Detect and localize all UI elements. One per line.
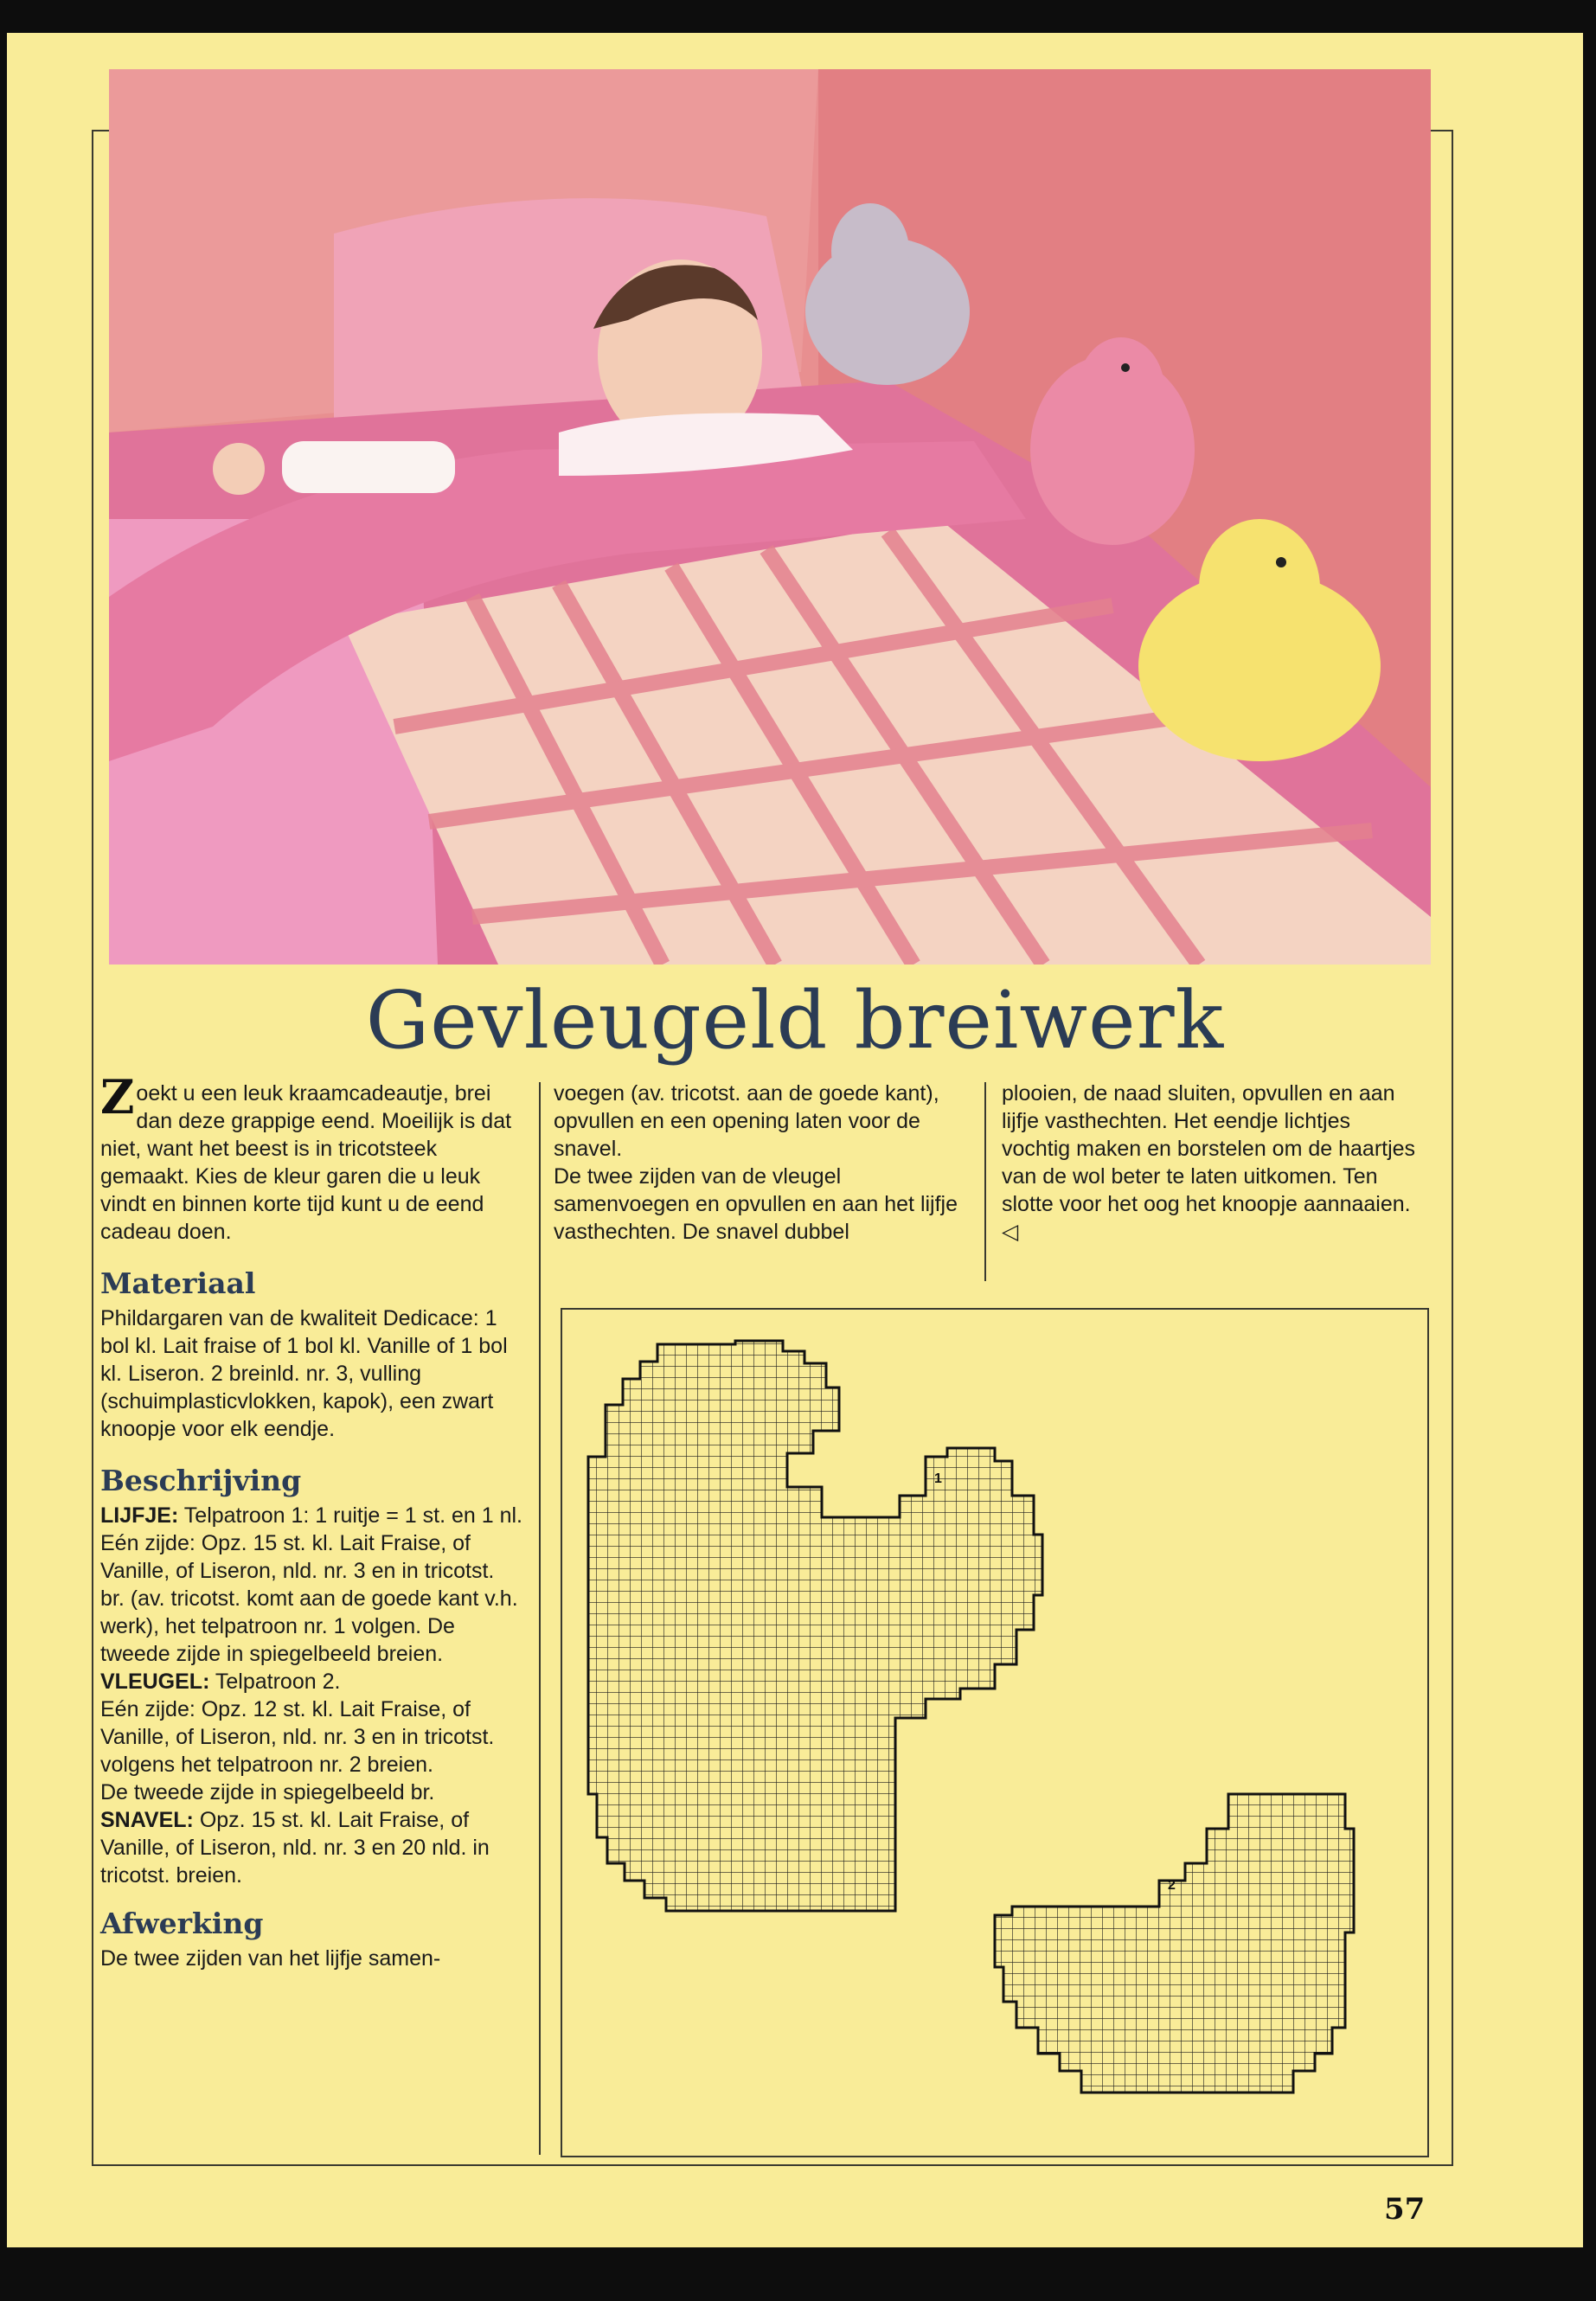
heading-materiaal: Materiaal bbox=[100, 1266, 256, 1300]
page-title: Gevleugeld breiwerk bbox=[365, 974, 1225, 1067]
page-number: 57 bbox=[1384, 2192, 1426, 2227]
column-2 bbox=[554, 1080, 969, 1246]
chart-2-wing bbox=[995, 1794, 1354, 2093]
vleugel-line: VLEUGEL: Telpatroon 2. bbox=[100, 1670, 341, 1694]
chart-label-2: 2 bbox=[1168, 1878, 1176, 1893]
column-1 bbox=[100, 1069, 524, 1972]
lijfje-zijde: Eén zijde: Opz. 15 st. kl. Lait Fraise, of Vanille, of Liseron, nld. nr. 3 en in tricotst. br. (av. tricotst. komt aan de goede kant v.h. werk), het telpatroon nr. 1 volgen. De tweede zijde in spiegelbeeld breien. bbox=[100, 1531, 518, 1666]
duck-pattern-grids bbox=[562, 1310, 1427, 2156]
baby-photo bbox=[109, 69, 1431, 965]
lijfje-line: LIJFJE: Telpatroon 1: 1 ruitje = 1 st. en 1 nl. bbox=[100, 1503, 523, 1528]
snavel-line: SNAVEL: Opz. 15 st. kl. Lait Fraise, of Vanille, of Liseron, nld. nr. 3 en 20 nld. in tricotst. breien. bbox=[100, 1808, 490, 1888]
afwerking-text-col1: De twee zijden van het lijfje samen- bbox=[100, 1946, 441, 1971]
afwerking-text-col2: voegen (av. tricotst. aan de goede kant), opvullen en een opening laten voor de snavel. bbox=[554, 1081, 939, 1161]
knitting-charts bbox=[561, 1308, 1429, 2157]
chart-label-1: 1 bbox=[934, 1471, 942, 1486]
heading-afwerking: Afwerking bbox=[100, 1907, 264, 1940]
baby-with-ducks-illustration bbox=[109, 69, 1431, 965]
intro-paragraph: Zoekt u een leuk kraamcadeautje, brei dan deze grappige eend. Moeilijk is dat niet, want het beest is in tricotsteek gemaakt. Kies de kleur garen die u leuk vindt en binnen korte tijd kunt u de eend cadeau doen. bbox=[100, 1069, 512, 1244]
materiaal-text: Phildargaren van de kwaliteit Dedicace: 1 bol kl. Lait fraise of 1 bol kl. Vanille of 1 bol kl. Liseron. 2 breinld. nr. 3, vulling (schuimplasticvlokken, kapok), een zwart knoopje voor elk eendje. bbox=[100, 1306, 508, 1441]
column-divider-2 bbox=[984, 1082, 986, 1281]
scan-border bbox=[0, 2247, 1596, 2301]
afwerking-text-col2b: De twee zijden van de vleugel samenvoegen en opvullen en aan het lijfje vasthechten. De snavel dubbel bbox=[554, 1164, 958, 1244]
magazine-page bbox=[7, 33, 1583, 2247]
heading-beschrijving: Beschrijving bbox=[100, 1464, 302, 1497]
column-divider-1 bbox=[539, 1082, 541, 2155]
dropcap: Z bbox=[100, 1069, 135, 1125]
column-3 bbox=[1002, 1080, 1417, 1246]
afwerking-text-col3: plooien, de naad sluiten, opvullen en aan lijfje vasthechten. Het eendje lichtjes vochtig maken en borstelen om de haartjes van de wol beter te laten uitkomen. Ten slotte voor het oog het knoopje aannaaien. ◁ bbox=[1002, 1081, 1416, 1244]
vleugel-zijde: Eén zijde: Opz. 12 st. kl. Lait Fraise, of Vanille, of Liseron, nld. nr. 3 en in tricotst. volgens het telpatroon nr. 2 breien. bbox=[100, 1697, 495, 1777]
chart-1-body bbox=[588, 1341, 1042, 1911]
vleugel-tweede: De tweede zijde in spiegelbeeld br. bbox=[100, 1780, 435, 1804]
